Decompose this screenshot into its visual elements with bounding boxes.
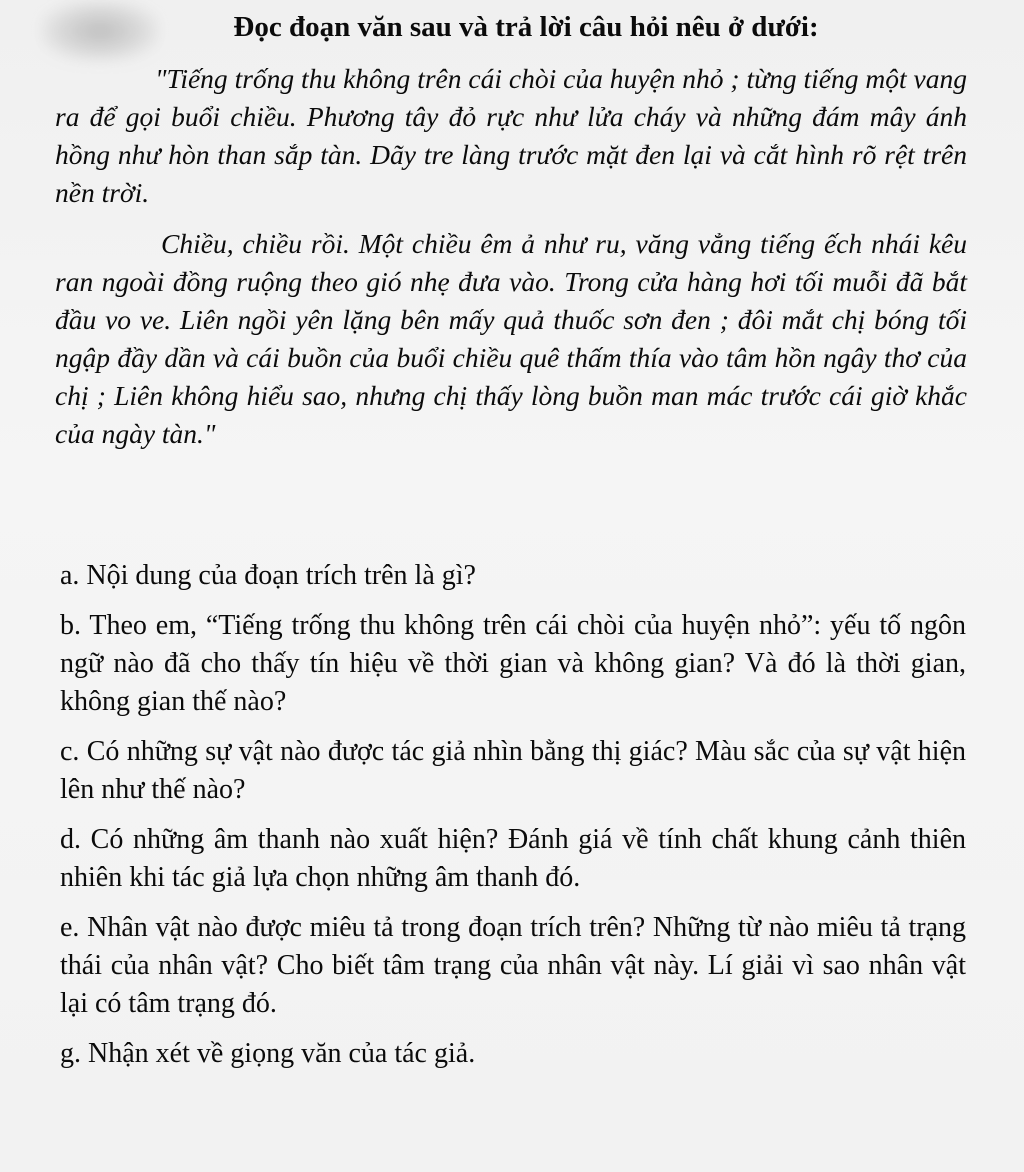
passage-paragraph-1: "Tiếng trống thu không trên cái chòi của huyện nhỏ ; từng tiếng một vang ra để gọi buổi chiều. Phương tây đỏ rực như lửa cháy và những đám mây ánh hồng như hòn than sắp tàn. Dãy tre làng trước mặt đen lại và cắt hình rõ rệt trên nền trời. bbox=[55, 63, 967, 208]
passage-paragraph-2: Chiều, chiều rồi. Một chiều êm ả như ru, văng vẳng tiếng ếch nhái kêu ran ngoài đồng ruộng theo gió nhẹ đưa vào. Trong cửa hàng hơi tối muỗi đã bắt đầu vo ve. Liên ngồi yên lặng bên mấy quả thuốc sơn đen ; đôi mắt chị bóng tối ngập đầy dần và cái buồn của buổi chiều quê thấm thía vào tâm hồn ngây thơ của chị ; Liên không hiểu sao, nhưng chị thấy lòng buồn man mác trước cái giờ khắc của ngày tàn." bbox=[55, 228, 967, 449]
question-list bbox=[60, 557, 966, 1085]
question-e: e. Nhân vật nào được miêu tả trong đoạn trích trên? Những từ nào miêu tả trạng thái của nhân vật? Cho biết tâm trạng của nhân vật này. Lí giải vì sao nhân vật lại có tâm trạng đó. bbox=[60, 912, 966, 1019]
page-title: Đọc đoạn văn sau và trả lời câu hỏi nêu ở dưới: bbox=[233, 11, 819, 43]
excerpt-passage bbox=[55, 60, 967, 453]
question-c: c. Có những sự vật nào được tác giả nhìn bằng thị giác? Màu sắc của sự vật hiện lên như thế nào? bbox=[60, 736, 966, 805]
question-b: b. Theo em, “Tiếng trống thu không trên cái chòi của huyện nhỏ”: yếu tố ngôn ngữ nào đã cho thấy tín hiệu về thời gian và không gian? Và đó là thời gian, không gian thế nào? bbox=[60, 610, 966, 717]
question-g: g. Nhận xét về giọng văn của tác giả. bbox=[60, 1038, 476, 1069]
question-d: d. Có những âm thanh nào xuất hiện? Đánh giá về tính chất khung cảnh thiên nhiên khi tác giả lựa chọn những âm thanh đó. bbox=[60, 824, 966, 893]
question-a: a. Nội dung của đoạn trích trên là gì? bbox=[60, 560, 476, 591]
